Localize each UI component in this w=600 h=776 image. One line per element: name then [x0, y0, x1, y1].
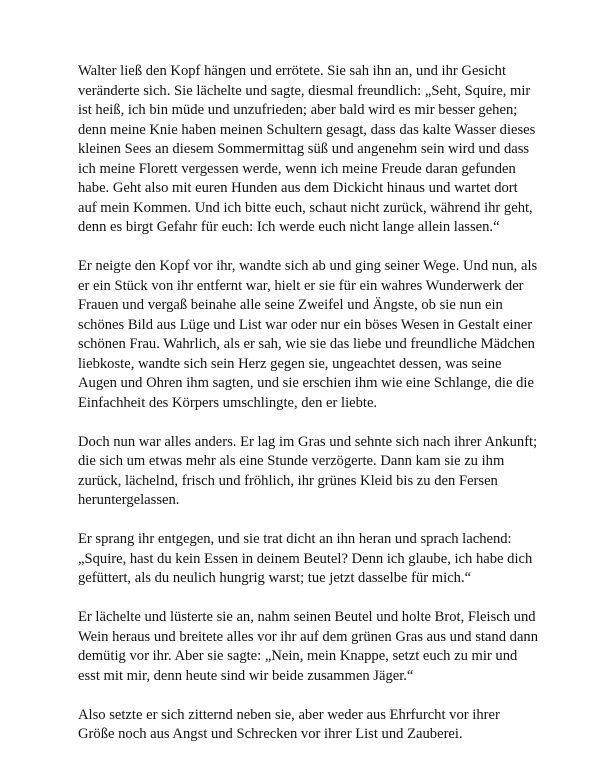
paragraph-1: Walter ließ den Kopf hängen und errötete. Sie sah ihn an, und ihr Gesicht veränderte sich. Sie lächelte und sagte, diesmal freundlich: „Seht, Squire, mir ist heiß, ich bin müde und unzufrieden; aber bald wird es mir besser gehen; denn meine Knie haben meinen Schultern gesagt, dass das kalte Wasser dieses kleinen Sees an diesem Sommermittag süß und angenehm sein wird und dass ich meine Florett vergessen werde, wenn ich meine Freude daran gefunden habe. Geht also mit euren Hunden aus dem Dickicht hinaus und wartet dort auf mein Kommen. Und ich bitte euch, schaut nicht zurück, während ihr geht, denn es birgt Gefahr für euch: Ich werde euch nicht lange allein lassen.“	[78, 63, 536, 235]
paragraph-6: Also setzte er sich zitternd neben sie, aber weder aus Ehrfurcht vor ihrer Größe noch aus Angst und Schrecken vor ihrer List und Zauberei.	[78, 706, 500, 742]
paragraph-5: Er lächelte und lüsterte sie an, nahm seinen Beutel und holte Brot, Fleisch und Wein heraus und breitete alles vor ihr auf dem grünen Gras aus und stand dann demütig vor ihr. Aber sie sagte: „Nein, mein Knappe, setzt euch zu mir und esst mit mir, denn heute sind wir beide zusammen Jäger.“	[78, 609, 539, 684]
paragraph-3: Doch nun war alles anders. Er lag im Gras und sehnte sich nach ihrer Ankunft; die sich um etwas mehr als eine Stunde verzögerte. Dann kam sie zu ihm zurück, lächelnd, frisch und fröhlich, ihr grünes Kleid bis zu den Fersen heruntergelassen.	[78, 433, 538, 508]
paragraph-2: Er neigte den Kopf vor ihr, wandte sich ab und ging seiner Wege. Und nun, als er ein Stück von ihr entfernt war, hielt er sie für ein wahres Wunderwerk der Frauen und vergaß beinahe alle seine Zweifel und Ängste, ob sie nun ein schönes Bild aus Lüge und List war oder nur ein böses Wesen in Gestalt einer schönen Frau. Wahrlich, als er sah, wie sie das liebe und freundliche Mädchen liebkoste, wandte sich sein Herz gegen sie, ungeachtet dessen, was seine Augen und Ohren ihm sagten, und sie erschien ihm wie eine Schlange, die die Einfachheit des Körpers umschlingte, den er liebte.	[78, 258, 538, 411]
document-page	[78, 62, 538, 745]
paragraph-4: Er sprang ihr entgegen, und sie trat dicht an ihn heran und sprach lachend: „Squire, hast du kein Essen in deinem Beutel? Denn ich glaube, ich habe dich gefüttert, als du neulich hungrig warst; tue jetzt dasselbe für mich.“	[78, 531, 533, 586]
